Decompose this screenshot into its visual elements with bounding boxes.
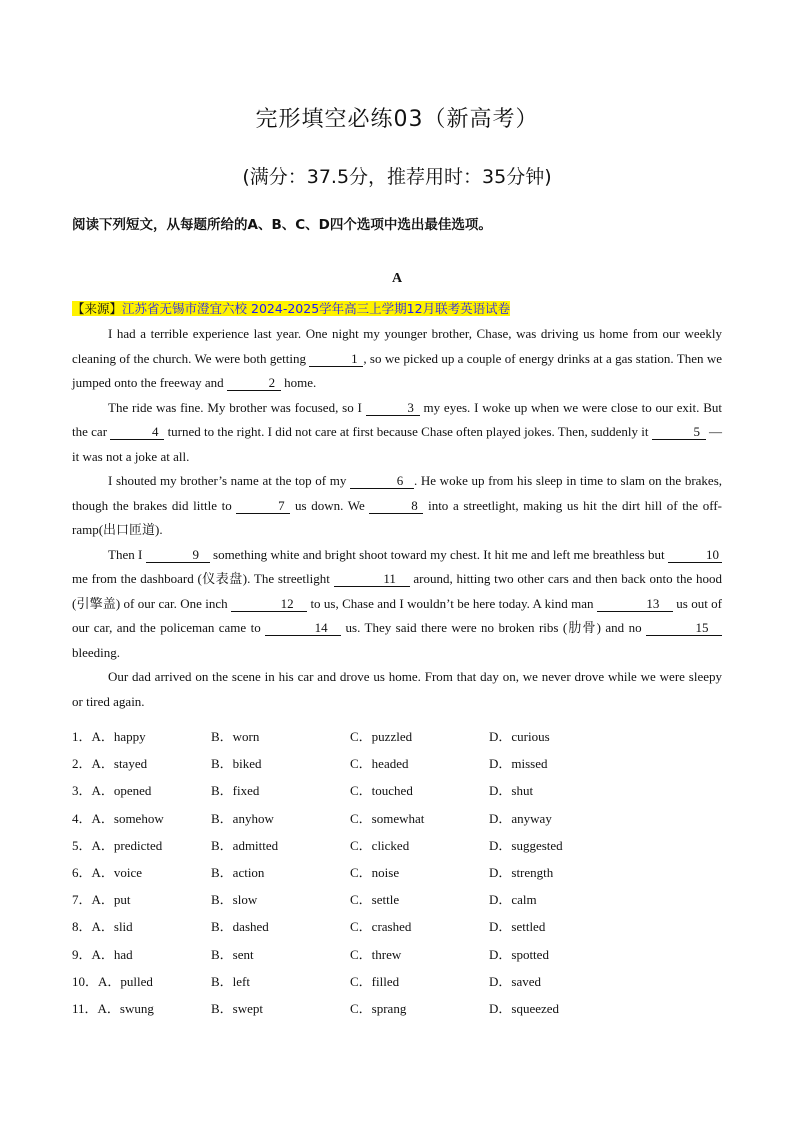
text: I shouted my brother’s name at the top of my [108,473,350,488]
option-d: D．strength [489,865,554,881]
blank-6: 6 [350,474,414,489]
text: — it was not a joke at all. [72,424,722,464]
source-exam: 月联考英语试卷 [422,301,511,316]
blank-1: 1 [309,352,363,367]
option-c: C．filled [350,973,400,989]
option-row-9 [72,940,722,967]
blank-9: 9 [146,548,210,563]
option-c: C．crashed [350,919,412,935]
option-a: 1．A．happy [72,729,146,745]
paragraph-5: Our dad arrived on the scene in his car and drove us home. From that day on, we never drove while we were sleepy or tired again. [72,669,722,709]
option-a: 10．A．pulled [72,973,153,989]
text: my eyes. I woke up when we were close to our exit. But the car [72,399,723,439]
option-a: 4．A．somehow [72,810,164,826]
paragraph-1 [72,322,722,396]
option-b: B．biked [211,756,262,772]
option-c: C．clicked [350,837,410,853]
source-bracket: 【来源】 [72,301,123,316]
text: us out of our car, and the policeman came to [72,595,723,635]
text: home. [280,375,317,390]
option-a: 11．A．swung [72,1000,154,1016]
option-b: B．action [211,865,265,881]
blank-2: 2 [227,376,281,391]
text: I had a terrible experience last year. One night my younger brother, Chase, was driving us home from our weekly cleaning of the church. We were both getting [72,326,722,366]
option-d: D．saved [489,973,541,989]
text: Then I [108,546,146,562]
option-b: B．anyhow [211,810,274,826]
blank-4: 4 [110,425,164,440]
page-title: 完形填空必练03（新高考） [255,107,539,132]
option-row-2 [72,749,722,776]
option-row-4 [72,804,722,831]
option-d: D．calm [489,892,537,908]
text: . He woke up from his sleep in time to slam on the brakes, though the brakes did little to [72,473,722,513]
option-c: C．puzzled [350,729,413,745]
option-row-3 [72,776,722,803]
blank-11: 11 [334,572,410,587]
options-list [72,722,722,1021]
option-d: D．shut [489,783,534,799]
text: something white and bright shoot toward my chest. It hit me and left me breathless but [209,546,668,562]
paragraph-3 [72,469,722,543]
option-d: D．missed [489,756,548,772]
blank-15: 15 [646,621,722,636]
option-a: 7．A．put [72,892,131,908]
option-a: 2．A．stayed [72,756,148,772]
option-row-1 [72,722,722,749]
option-c: C．settle [350,892,400,908]
option-d: D．settled [489,919,546,935]
blank-7: 7 [236,499,290,514]
option-a: 3．A．opened [72,783,152,799]
option-b: B．left [211,973,250,989]
blank-8: 8 [369,499,423,514]
blank-12: 12 [231,597,307,612]
option-b: B．fixed [211,783,260,799]
option-row-10 [72,967,722,994]
option-d: D．spotted [489,946,549,962]
text: bleeding. [72,644,121,660]
option-c: C．touched [350,783,413,799]
option-c: C．somewhat [350,810,425,826]
option-c: C．noise [350,865,400,881]
option-d: D．curious [489,729,550,745]
option-d: D．squeezed [489,1000,560,1016]
text: around, hitting two other cars and then back onto the hood (引擎盖) of our car. One inch [72,571,722,611]
option-b: B．swept [211,1000,264,1016]
paragraph-2 [72,396,722,470]
text: me from the dashboard (仪表盘). The streetlight [72,571,334,586]
score-time-subtitle: (满分：37.5分，推荐用时：35分钟) [242,166,552,188]
text: us. They said there were no broken ribs (肋骨) and no [341,620,646,635]
blank-5: 5 [652,425,706,440]
text: us down. We [290,497,370,513]
option-b: B．sent [211,946,254,962]
option-b: B．slow [211,892,258,908]
option-row-7 [72,885,722,912]
option-a: 9．A．had [72,946,133,962]
option-d: D．anyway [489,810,552,826]
blank-14: 14 [265,621,341,636]
source-year: 2024-2025 [251,301,320,316]
text: , so we picked up a couple of energy drinks at a gas station. Then we jumped onto the freeway and [72,350,722,390]
option-a: 8．A．slid [72,919,133,935]
source-line [72,299,510,317]
option-a: 5．A．predicted [72,837,163,853]
source-term: 学年高三上学期 [319,301,407,316]
text: turned to the right. I did not care at first because Chase often played jokes. Then, suddenly it [164,424,652,439]
passage [72,322,722,714]
text: to us, Chase and I wouldn’t be here today. A kind man [307,595,597,611]
blank-3: 3 [366,401,420,416]
option-row-8 [72,912,722,939]
paragraph-4 [72,543,722,666]
source-month: 12 [406,301,423,316]
text: into a streetlight, making us hit the dirt hill of the off-ramp(出口匝道). [72,497,722,537]
text: The ride was fine. My brother was focused, so I [108,399,366,415]
option-c: C．headed [350,756,409,772]
option-row-5 [72,831,722,858]
option-b: B．dashed [211,919,269,935]
section-letter: A [391,271,403,286]
blank-10: 10 [668,548,722,563]
option-b: B．worn [211,729,260,745]
instruction-text: 阅读下列短文，从每题所给的A、B、C、D四个选项中选出最佳选项。 [72,217,492,233]
source-school: 江苏省无锡市澄宜六校 [122,301,248,316]
option-b: B．admitted [211,837,279,853]
option-row-11 [72,994,722,1021]
option-c: C．threw [350,946,402,962]
option-d: D．suggested [489,837,563,853]
option-row-6 [72,858,722,885]
option-c: C．sprang [350,1000,407,1016]
option-a: 6．A．voice [72,865,143,881]
blank-13: 13 [597,597,673,612]
